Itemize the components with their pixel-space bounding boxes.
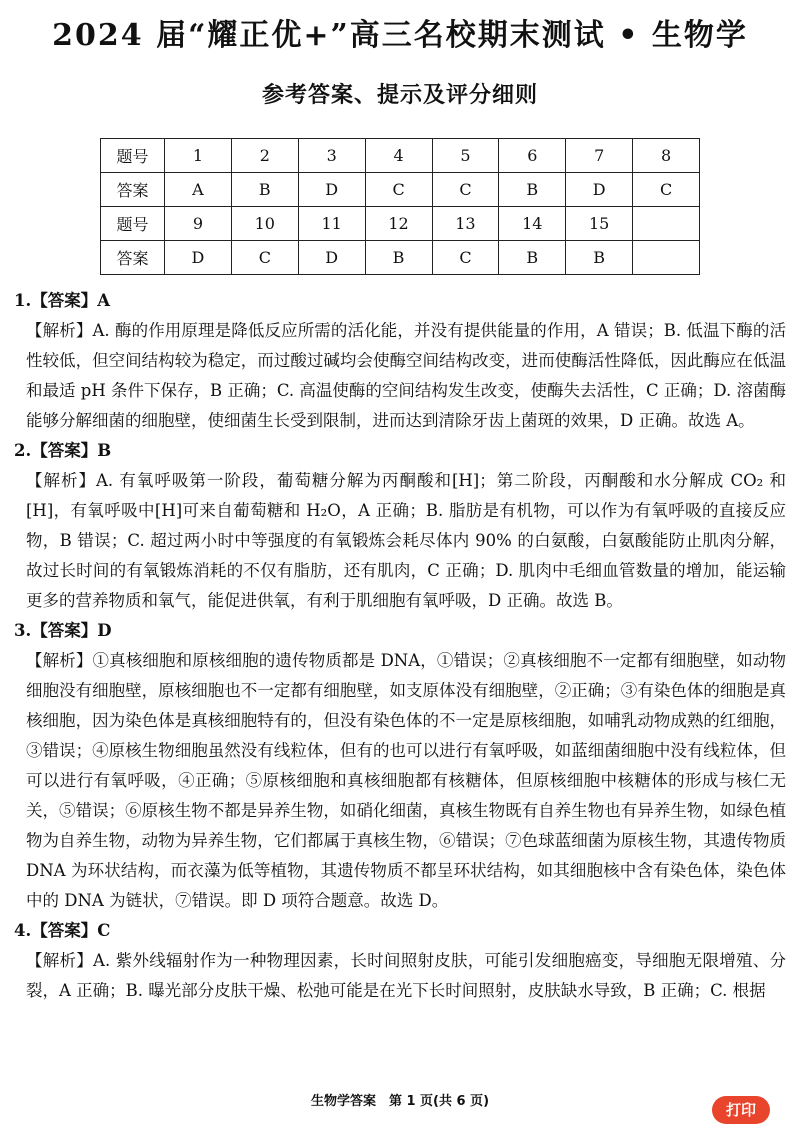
table-cell xyxy=(633,207,700,241)
table-cell: C xyxy=(365,173,432,207)
print-button[interactable]: 打印 xyxy=(712,1096,770,1124)
table-cell: D xyxy=(165,241,232,275)
answer-analysis: 【解析】A. 紫外线辐射作为一种物理因素，长时间照射皮肤，可能引发细胞癌变，导细胞无限增殖、分裂，A 正确；B. 曝光部分皮肤干燥、松弛可能是在光下长时间照射，皮肤缺水导致，B 正确；C. 根据 xyxy=(26,951,786,1000)
table-cell: C xyxy=(633,173,700,207)
table-cell: C xyxy=(432,173,499,207)
table-cell: 4 xyxy=(365,139,432,173)
table-cell: 15 xyxy=(566,207,633,241)
table-cell: B xyxy=(499,173,566,207)
answer-analysis: 【解析】①真核细胞和原核细胞的遗传物质都是 DNA，①错误；②真核细胞不一定都有细胞壁，如动物细胞没有细胞壁，原核细胞也不一定都有细胞壁，如支原体没有细胞壁，②正确；③有染色体的细胞是真核细胞，因为染色体是真核细胞特有的，但没有染色体的不一定是原核细胞，如哺乳动物成熟的红细胞，③错误；④原核生物细胞虽然没有线粒体，但有的也可以进行有氧呼吸，如蓝细菌细胞中没有线粒体，但可以进行有氧呼吸，④正确；⑤原核细胞和真核细胞都有核糖体，但原核细胞中核糖体的形成与核仁无关，⑤错误；⑥原核生物不都是异养生物，如硝化细菌，真核生物既有自养生物也有异养生物，如绿色植物为自养生物，动物为异养生物，它们都属于真核生物，⑥错误；⑦色球蓝细菌为原核生物，其遗传物质 DNA 为环状结构，而衣藻为低等植物，其遗传物质不都呈环状结构，如其细胞核中含有染色体，染色体中的 DNA 为链状，⑦错误。即 D 项符合题意。故选 D。 xyxy=(26,651,786,910)
table-row xyxy=(101,241,700,275)
table-row-header: 题号 xyxy=(101,207,165,241)
table-cell: 7 xyxy=(566,139,633,173)
page-footer: 生物学答案 第 1 页(共 6 页) xyxy=(310,1094,490,1109)
table-cell: A xyxy=(165,173,232,207)
table-cell: 9 xyxy=(165,207,232,241)
table-row xyxy=(101,139,700,173)
table-cell: 6 xyxy=(499,139,566,173)
answer-heading: 2.【答案】B xyxy=(14,441,112,460)
table-cell: 14 xyxy=(499,207,566,241)
table-cell xyxy=(633,241,700,275)
answer-explanations xyxy=(14,286,786,1006)
answer-analysis: 【解析】A. 酶的作用原理是降低反应所需的活化能，并没有提供能量的作用，A 错误；B. 低温下酶的活性较低，但空间结构较为稳定，而过酸过碱均会使酶空间结构改变，进而使酶活性降低，因此酶应在低温和最适 pH 条件下保存，B 正确；C. 高温使酶的空间结构发生改变，使酶失去活性，C 正确；D. 溶菌酶能够分解细菌的细胞壁，使细菌生长受到限制，进而达到清除牙齿上菌斑的效果，D 正确。故选 A。 xyxy=(26,321,786,430)
answer-table xyxy=(100,138,700,275)
table-cell: 10 xyxy=(231,207,298,241)
table-cell: 12 xyxy=(365,207,432,241)
table-cell: B xyxy=(499,241,566,275)
table-cell: 13 xyxy=(432,207,499,241)
table-cell: 11 xyxy=(298,207,365,241)
table-row xyxy=(101,207,700,241)
table-cell: D xyxy=(298,173,365,207)
table-cell: 2 xyxy=(231,139,298,173)
table-cell: D xyxy=(566,173,633,207)
table-cell: C xyxy=(231,241,298,275)
table-cell: D xyxy=(298,241,365,275)
table-row xyxy=(101,173,700,207)
table-cell: C xyxy=(432,241,499,275)
table-row-header: 答案 xyxy=(101,241,165,275)
page-title: 2024 届“耀正优+”高三名校期末测试 • 生物学 xyxy=(52,18,748,53)
table-row-header: 答案 xyxy=(101,173,165,207)
table-row-header: 题号 xyxy=(101,139,165,173)
table-cell: 8 xyxy=(633,139,700,173)
answer-heading: 3.【答案】D xyxy=(14,621,112,640)
table-cell: 5 xyxy=(432,139,499,173)
table-cell: 1 xyxy=(165,139,232,173)
table-cell: B xyxy=(365,241,432,275)
table-cell: 3 xyxy=(298,139,365,173)
page-subtitle: 参考答案、提示及评分细则 xyxy=(261,83,538,108)
table-cell: B xyxy=(231,173,298,207)
table-cell: B xyxy=(566,241,633,275)
answer-heading: 4.【答案】C xyxy=(14,921,111,940)
answer-analysis: 【解析】A. 有氧呼吸第一阶段，葡萄糖分解为丙酮酸和[H]；第二阶段，丙酮酸和水分解成 CO₂ 和[H]，有氧呼吸中[H]可来自葡萄糖和 H₂O，A 正确；B. 脂肪是有机物，可以作为有氧呼吸的直接反应物，B 错误；C. 超过两小时中等强度的有氧锻炼会耗尽体内 90% 的白氨酸，白氨酸能防止肌肉分解，故过长时间的有氧锻炼消耗的不仅有脂肪，还有肌肉，C 正确；D. 肌肉中毛细血管数量的增加，能运输更多的营养物质和氧气，能促进供氧，有利于肌细胞有氧呼吸，D 正确。故选 B。 xyxy=(26,471,786,610)
answer-heading: 1.【答案】A xyxy=(14,291,111,310)
